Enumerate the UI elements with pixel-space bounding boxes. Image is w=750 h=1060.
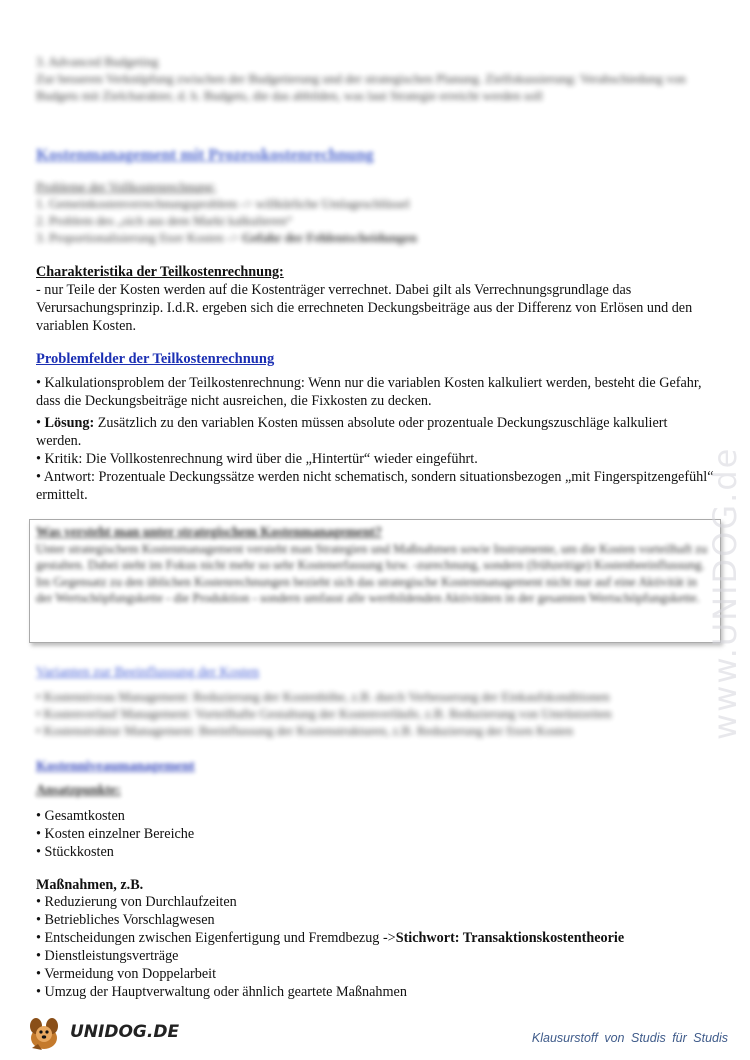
footer-tagline: Klausurstoff von Studis für Studis bbox=[531, 1031, 728, 1045]
teilkosten-characteristics bbox=[36, 263, 714, 335]
list-item: • Kostenverlauf Management: Vorteilhafte Gestaltung der Kostenverläufe, z.B. Reduzierung von Umrüstzeiten bbox=[36, 706, 612, 721]
section-text: Zur besseren Verknüpfung zwischen der Budgetierung und der strategischen Planung. Zielfokussierung: Verabschiedung von Budgets mit Zielcharakter, d. h. Budgets, die das abbilden, was laut Strategie erreicht werden soll bbox=[36, 71, 686, 103]
teilkosten-text: - nur Teile der Kosten werden auf die Kostenträger verrechnet. Dabei gilt als Verrechnungsgrundlage das Verursachungsprinzip. I.d.R. ergeben sich die errechneten Deckungsbeiträge aus der Differenz von Erlösen und den variablen Kosten. bbox=[36, 282, 693, 334]
list-item: • Kosten einzelner Bereiche bbox=[36, 826, 195, 842]
kostenniveau-heading[interactable]: Kostenniveaumanagement bbox=[36, 759, 195, 774]
problemfelder-list bbox=[36, 374, 714, 504]
box-paragraph: Unter strategischem Kostenmanagement versteht man Strategien und Maßnahmen sowie Instrumente, um die Kosten vorteilhaft zu gestalten. Dabei steht im Fokus nicht mehr so sehr Kostenerfassung bzw. -zurechnung, sondern (frühzeitige) Kostenbeeinflussung. bbox=[36, 541, 708, 572]
list-item: • Stückkosten bbox=[36, 844, 114, 860]
list-item: • Entscheidungen zwischen Eigenfertigung und Fremdbezug ->Stichwort: Transaktionskostentheorie bbox=[36, 930, 625, 946]
vollkosten-subheading: Probleme der Vollkostenrechnung: bbox=[36, 179, 217, 194]
box-title: Was versteht man unter strategischem Kostenmanagement? bbox=[36, 524, 382, 539]
unidog-logo[interactable] bbox=[24, 1016, 180, 1052]
list-item: • Kostenniveau Management: Reduzierung der Kostenhöhe, z.B. durch Verbesserung der Einkaufskonditionen bbox=[36, 689, 610, 704]
prozesskosten-heading[interactable]: Kostenmanagement mit Prozesskostenrechnung bbox=[36, 145, 374, 164]
dog-icon bbox=[24, 1016, 68, 1052]
list-item: • Kostenstruktur Management: Beeinflussung der Kostenstrukturen, z.B. Reduzierung der fixen Kosten bbox=[36, 723, 574, 738]
list-item: • Reduzierung von Durchlaufzeiten bbox=[36, 894, 237, 910]
massnahmen-heading: Maßnahmen, z.B. bbox=[36, 877, 144, 893]
list-item: • Antwort: Prozentuale Deckungssätze werden nicht schematisch, sondern situationsbezogen „mit Fingerspitzengefühl“ ermittelt. bbox=[36, 469, 714, 503]
list-item: • Betriebliches Vorschlagwesen bbox=[36, 912, 215, 928]
list-item: • Dienstleistungsverträge bbox=[36, 948, 179, 964]
strategic-cost-content bbox=[36, 524, 714, 607]
strategic-cost-box bbox=[29, 519, 721, 643]
list-item: • Kalkulationsproblem der Teilkostenrechnung: Wenn nur die variablen Kosten kalkuliert werden, besteht die Gefahr, dass die Deckungsbeiträge nicht ausreichen, die Fixkosten zu decken. bbox=[36, 375, 702, 409]
teilkosten-heading: Charakteristika der Teilkostenrechnung: bbox=[36, 264, 284, 280]
list-item: 2. Problem des „sich aus dem Markt kalkulieren“ bbox=[36, 213, 293, 228]
list-item: 1. Gemeinkostenverrechnungsproblem -> willkürliche Umlageschlüssel bbox=[36, 196, 410, 211]
logo-text: UNIDOG.DE bbox=[70, 1022, 180, 1042]
list-item: 3. Proportionalisierung fixer Kosten -> Gefahr der Fehlentscheidungen bbox=[36, 230, 417, 245]
list-item: • Vermeidung von Doppelarbeit bbox=[36, 966, 217, 982]
ansatzpunkte-list bbox=[36, 807, 714, 861]
box-paragraph: Im Gegensatz zu den üblichen Kostenrechnungen bezieht sich das strategische Kostenmanagement nicht nur auf eine Aktivität in der Wertschöpfungskette - die Produktion - sondern umfasst alle wertbildenden Aktivitäten in der gesamten Wertschöpfungskette. bbox=[36, 574, 700, 605]
list-item: • Umzug der Hauptverwaltung oder ähnlich geartete Maßnahmen bbox=[36, 984, 407, 1000]
problemfelder-heading[interactable]: Problemfelder der Teilkostenrechnung bbox=[36, 351, 275, 367]
list-item: • Gesamtkosten bbox=[36, 808, 125, 824]
watermark: www.UNIDOG.de bbox=[706, 446, 744, 740]
section-heading: 3. Advanced Budgeting bbox=[36, 54, 159, 69]
prozesskosten-heading-wrap bbox=[36, 146, 714, 165]
varianten-list bbox=[36, 688, 714, 739]
list-item: • Kritik: Die Vollkostenrechnung wird über die „Hintertür“ wieder eingeführt. bbox=[36, 451, 478, 467]
list-item: • Lösung: Zusätzlich zu den variablen Kosten müssen absolute oder prozentuale Deckungszuschläge kalkuliert werden. bbox=[36, 415, 668, 449]
massnahmen-list bbox=[36, 893, 714, 1001]
varianten-heading[interactable]: Varianten zur Beeinflussung der Kosten bbox=[36, 665, 260, 680]
advanced-budgeting-section bbox=[36, 53, 714, 104]
vollkosten-problems bbox=[36, 178, 714, 246]
ansatzpunkte-heading: Ansatzpunkte: bbox=[36, 782, 121, 797]
